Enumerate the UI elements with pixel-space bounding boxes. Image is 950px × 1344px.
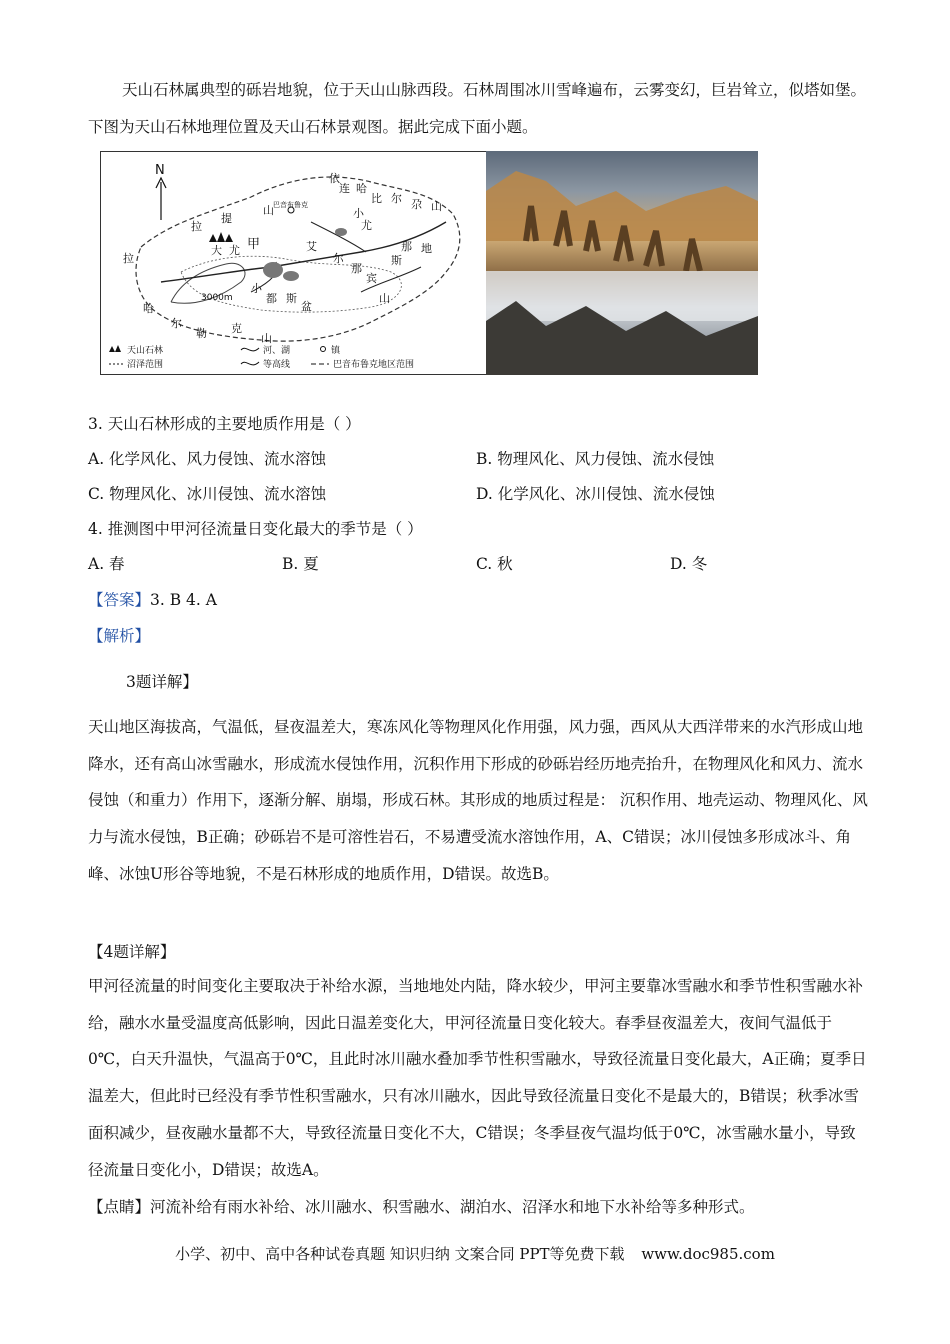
- map-label: 那: [351, 262, 362, 275]
- map-label: 尔: [171, 317, 182, 330]
- intro-paragraph: 天山石林属典型的砾岩地貌，位于天山山脉西段。石林周围冰川雪峰遍布，云雾变幻，巨岩耸立，似塔如堡。下图为天山石林地理位置及天山石林景观图。据此完成下面小题。: [88, 81, 867, 136]
- map-label: 提: [221, 212, 232, 225]
- q3-option-b: B. 物理风化、风力侵蚀、流水侵蚀: [476, 450, 715, 468]
- figure: [100, 151, 758, 375]
- detail-3-title: 3题详解】: [126, 673, 198, 691]
- map-label: 盆: [301, 300, 312, 313]
- map-label: 尤: [229, 244, 240, 257]
- legend-item: 沼泽范围: [127, 360, 164, 370]
- tip-text: 河流补给有雨水补给、冰川融水、积雪融水、湖泊水、沼泽水和地下水补给等多种形式。: [150, 1198, 755, 1216]
- map-label: 拉: [191, 220, 202, 233]
- map-label: 依: [329, 172, 340, 185]
- map-label: 连: [339, 182, 350, 195]
- map-label: 斯: [286, 292, 297, 305]
- contour-label: 3000m: [201, 293, 233, 303]
- answer-text: 3. B 4. A: [150, 591, 217, 609]
- q3-option-c: C. 物理风化、冰川侵蚀、流水溶蚀: [88, 485, 327, 503]
- legend-item: 河、湖: [263, 346, 291, 356]
- detail-4-text: 甲河径流量的时间变化主要取决于补给水源，当地地处内陆，降水较少，甲河主要靠冰雪融水和季节性积雪融水补给，融水水量受温度高低影响，因此日温差变化大，甲河径流量日变化较大。春季昼夜温差大，夜间气温低于0℃，白天升温快，气温高于0℃，且此时冰川融水叠加季节性积雪融水，导致径流量日变化最大，A正确；夏季日温差大，但此时已经没有季节性积雪融水，只有冰川融水，因此导致径流量日变化不是最大的，B错误；秋季冰雪面积减少，昼夜融水量都不大，导致径流量日变化不大，C错误；冬季昼夜气温均低于0℃，冰雪融水量小，导致径流量日变化小，D错误；故选A。: [88, 977, 867, 1179]
- map-label: 尔: [333, 252, 344, 265]
- location-map: [100, 151, 487, 375]
- map-label: 山: [379, 292, 390, 305]
- q4-option-a: A. 春: [88, 555, 125, 573]
- analysis-tag: 【解析】: [88, 627, 151, 645]
- map-label: 小: [353, 207, 364, 220]
- map-label: 大: [211, 244, 222, 257]
- map-label: 山: [261, 332, 272, 345]
- map-label: 山: [263, 204, 274, 217]
- tip-tag: 【点睛】: [88, 1198, 151, 1216]
- map-label: 宾: [366, 272, 377, 285]
- q3-option-d: D. 化学风化、冰川侵蚀、流水侵蚀: [476, 485, 715, 503]
- footer-url[interactable]: www.doc985.com: [641, 1245, 775, 1263]
- q4-option-b: B. 夏: [282, 555, 319, 573]
- map-label: 地: [421, 242, 432, 255]
- map-label: 巴音布鲁克: [273, 201, 308, 209]
- map-label: 哈: [143, 302, 154, 315]
- question-4-stem: 4. 推测图中甲河径流量日变化最大的季节是（ ）: [88, 520, 423, 538]
- footer-text: 小学、初中、高中各种试卷真题 知识归纳 文案合同 PPT等免费下载: [175, 1245, 625, 1263]
- tip-line: [88, 1195, 755, 1217]
- legend-item: 等高线: [263, 360, 291, 370]
- map-label: 山: [431, 200, 442, 213]
- map-label: 那: [401, 240, 412, 253]
- map-label: 艾: [306, 240, 317, 253]
- map-label: 尕: [411, 198, 422, 211]
- map-label: 哈: [356, 182, 367, 195]
- map-legend: [109, 344, 414, 370]
- map-label: 小: [251, 282, 262, 295]
- answer-tag: 【答案】: [88, 591, 151, 609]
- map-graphic: [101, 152, 486, 374]
- map-label: 拉: [123, 252, 134, 265]
- page-footer: [0, 1243, 950, 1264]
- map-label: 尔: [391, 192, 402, 205]
- map-label: 都: [266, 292, 277, 305]
- legend-item: 镇: [331, 346, 341, 356]
- map-label: 克: [231, 322, 242, 335]
- map-label: 尤: [361, 219, 372, 232]
- detail-3-text: 天山地区海拔高，气温低，昼夜温差大，寒冻风化等物理风化作用强，风力强，西风从大西洋带来的水汽形成山地降水，还有高山冰雪融水，形成流水侵蚀作用，沉积作用下形成的砂砾岩经历地壳抬升，在物理风化和风力、流水侵蚀（和重力）作用下，逐渐分解、崩塌，形成石林。其形成的地质过程是： 沉积作用、地壳运动、物理风化、风力与流水侵蚀，B正确；砂砾岩不是可溶性岩石，不易遭受流水溶蚀作用，A、C错误；冰川侵蚀多形成冰斗、角峰、冰蚀U形谷等地貌，不是石林形成的地质作用，D错误。故选B。: [88, 718, 868, 883]
- answer-line: [88, 588, 217, 610]
- stone-forest-symbol: [209, 232, 233, 242]
- map-label: 勒: [196, 327, 207, 340]
- q3-option-a: A. 化学风化、风力侵蚀、流水溶蚀: [88, 450, 327, 468]
- legend-item: 天山石林: [127, 346, 164, 356]
- north-label: N: [155, 163, 165, 178]
- map-label: 斯: [391, 254, 402, 267]
- legend-item: 巴音布鲁克地区范围: [333, 360, 415, 370]
- map-label-jia: 甲: [247, 237, 261, 252]
- q4-option-d: D. 冬: [670, 555, 708, 573]
- map-label: 比: [371, 192, 382, 205]
- stone-forest-photo: [486, 151, 758, 375]
- q4-option-c: C. 秋: [476, 555, 513, 573]
- question-3-stem: 3. 天山石林形成的主要地质作用是（ ）: [88, 415, 361, 433]
- detail-4-title: 【4题详解】: [88, 943, 176, 961]
